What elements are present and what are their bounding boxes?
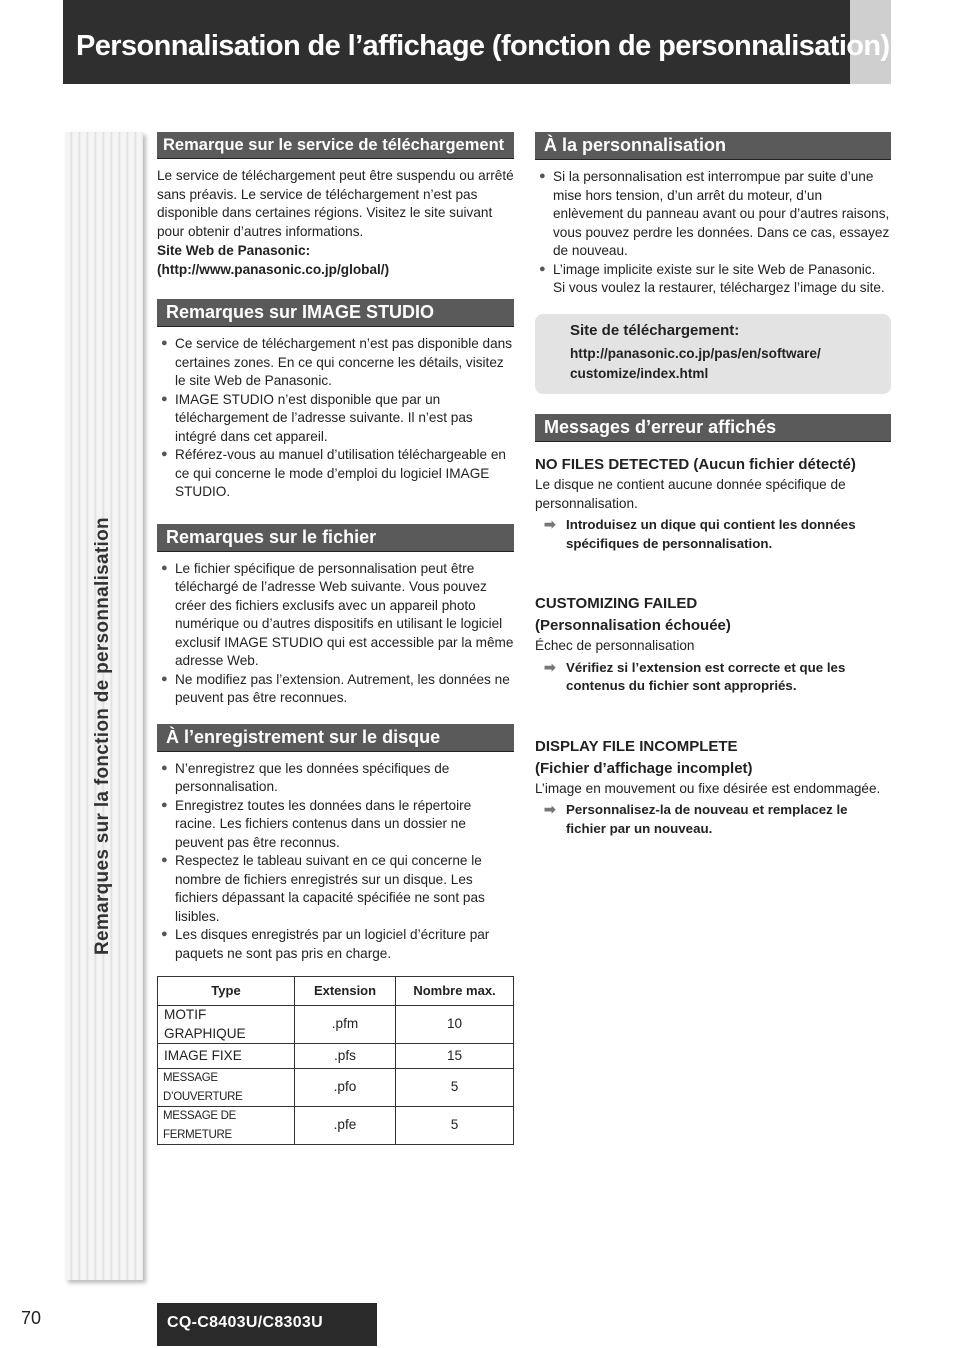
section-heading-file: Remarques sur le fichier: [157, 524, 514, 552]
side-tab-label: Remarques sur la fonction de personnalisation: [92, 517, 113, 955]
error-action: ➡ Introduisez un dique qui contient les données spécifiques de personnalisation.: [544, 516, 856, 551]
list-item: ● L’image implicite existe sur le site Web de Panasonic. Si vous voulez la restaurer, téléchargez l’image du site.: [539, 261, 885, 295]
file-list: [157, 560, 514, 708]
arrow-right-icon: ➡: [544, 658, 556, 675]
table-cell: .pfs: [295, 1044, 396, 1069]
right-column: [535, 132, 891, 838]
download-site-label: Site de téléchargement:: [570, 321, 740, 339]
table-cell: MESSAGE DE FERMETURE: [158, 1107, 295, 1145]
list-item: ● Ce service de téléchargement n’est pas disponible dans certaines zones. En ce qui concerne les détails, visitez le site Web de Panasonic.: [161, 336, 513, 388]
table-cell: 15: [396, 1044, 514, 1069]
table-cell: IMAGE FIXE: [158, 1044, 295, 1069]
table-cell: MESSAGE D’OUVERTURE: [158, 1069, 295, 1107]
page-title: Personnalisation de l’affichage (fonction de personnalisation): [76, 30, 890, 62]
panasonic-site-label: Site Web de Panasonic:: [157, 243, 311, 258]
table-cell: 10: [396, 1006, 514, 1044]
section-heading-download-service: Remarque sur le service de téléchargement: [157, 132, 514, 159]
download-site-box: [535, 314, 891, 395]
error-description: Échec de personnalisation: [535, 638, 695, 653]
error-title: DISPLAY FILE INCOMPLETE: [535, 737, 738, 755]
recording-list: [157, 760, 514, 964]
table-cell: .pfm: [295, 1006, 396, 1044]
error-entry-display-incomplete: [535, 736, 891, 839]
error-subtitle: (Personnalisation échouée): [535, 617, 731, 634]
page-number: 70: [21, 1308, 42, 1328]
table-cell: .pfe: [295, 1107, 396, 1145]
table-header: Type: [158, 977, 295, 1006]
list-item: ● Les disques enregistrés par un logiciel d’écriture par paquets ne sont pas pris en charge.: [161, 927, 490, 961]
file-limits-table: [157, 976, 514, 1145]
table-cell: 5: [396, 1107, 514, 1145]
error-description: Le disque ne contient aucune donnée spécifique de personnalisation.: [535, 477, 846, 511]
image-studio-list: [157, 335, 514, 502]
error-description: L’image en mouvement ou fixe désirée est endommagée.: [535, 780, 881, 796]
table-row: [158, 1044, 514, 1069]
error-action: ➡ Personnalisez-la de nouveau et remplacez le fichier par un nouveau.: [544, 801, 848, 836]
section-heading-customization: À la personnalisation: [535, 132, 891, 160]
panasonic-site-url[interactable]: (http://www.panasonic.co.jp/global/): [157, 261, 390, 277]
error-entry-no-files: [535, 454, 891, 553]
list-item: ● Si la personnalisation est interrompue par suite d’une mise hors tension, d’un arrêt du moteur, d’un enlèvement du panneau avant ou pour d’autres raisons, vous pouvez perdre les données. Dans ce cas, essayez de nouveau.: [539, 169, 890, 258]
list-item: ● Enregistrez toutes les données dans le répertoire racine. Les fichiers contenus dans un dossier ne peuvent pas être reconnus.: [161, 797, 472, 850]
error-title: NO FILES DETECTED (Aucun fichier détecté): [535, 456, 856, 473]
download-site-url-line-2[interactable]: customize/index.html: [570, 366, 709, 381]
error-entry-customizing-failed: [535, 593, 891, 696]
table-header: Nombre max.: [396, 977, 514, 1006]
table-cell: 5: [396, 1069, 514, 1107]
table-row: [158, 1006, 514, 1044]
list-item: ● Le fichier spécifique de personnalisation peut être téléchargé de l’adresse Web suivante. Vous pouvez créer des fichiers exclusifs avec un appareil photo numérique ou d’autres dispositifs en utilisant le logiciel exclusif IMAGE STUDIO qui est accessible par la même adresse Web.: [161, 560, 514, 668]
arrow-right-icon: ➡: [544, 801, 556, 817]
section-heading-image-studio: Remarques sur IMAGE STUDIO: [157, 299, 514, 327]
left-column: [157, 132, 514, 1145]
table-header: Extension: [295, 977, 396, 1006]
download-site-url-line-1[interactable]: http://panasonic.co.jp/pas/en/software/: [570, 346, 821, 361]
table-cell: .pfo: [295, 1069, 396, 1107]
list-item: ● IMAGE STUDIO n’est disponible que par un téléchargement de l’adresse suivante. Il n’est pas intégré dans cet appareil.: [161, 391, 473, 444]
table-cell: MOTIF GRAPHIQUE: [158, 1006, 295, 1044]
list-item: ● N’enregistrez que les données spécifiques de personnalisation.: [161, 760, 450, 794]
error-title: CUSTOMIZING FAILED: [535, 595, 698, 612]
customization-list: [535, 168, 891, 298]
section-heading-recording: À l’enregistrement sur le disque: [157, 724, 514, 752]
error-subtitle: (Fichier d’affichage incomplet): [535, 759, 753, 777]
list-item: ● Référez-vous au manuel d’utilisation téléchargeable en ce qui concerne le mode d’emploi du logiciel IMAGE STUDIO.: [161, 447, 506, 499]
arrow-right-icon: ➡: [544, 516, 556, 532]
table-header-row: [158, 977, 514, 1006]
section-heading-errors: Messages d’erreur affichés: [535, 414, 891, 442]
model-name: CQ-C8403U/C8303U: [167, 1314, 323, 1331]
table-row: [158, 1107, 514, 1145]
table-row: [158, 1069, 514, 1107]
list-item: ● Respectez le tableau suivant en ce qui concerne le nombre de fichiers enregistrés sur un disque. Les fichiers dépassant la capacité spécifiée ne sont pas lisibles.: [161, 853, 485, 924]
error-action: ➡ Vérifiez si l’extension est correcte et que les contenus du fichier sont appropriés.: [544, 658, 846, 693]
download-service-text: Le service de téléchargement peut être suspendu ou arrêté sans préavis. Le service de téléchargement n’est pas disponible dans certaines régions. Visitez le site suivant pour obtenir d’autres informations.: [157, 168, 514, 239]
list-item: ● Ne modifiez pas l’extension. Autrement, les données ne peuvent pas être reconnues.: [161, 671, 510, 705]
